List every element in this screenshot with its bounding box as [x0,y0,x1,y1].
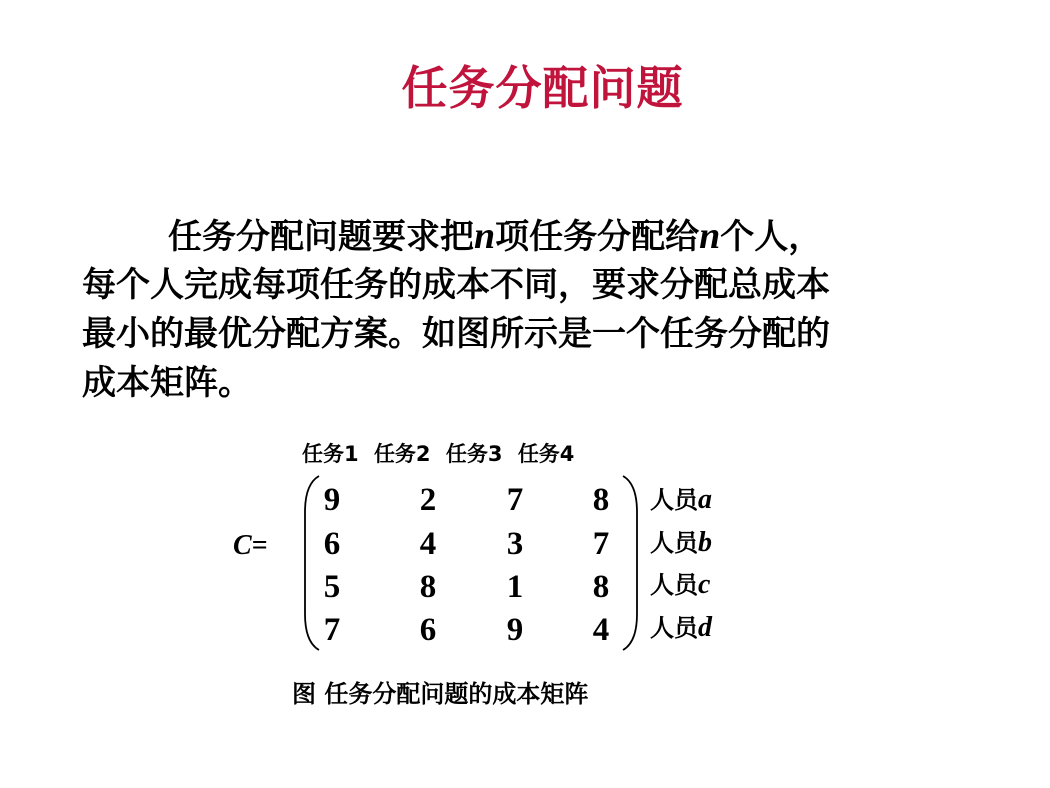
matrix-cell: 3 [506,526,524,562]
matrix-cell: 1 [506,569,524,605]
row-label-variable: d [698,612,712,643]
row-label-person [650,610,712,646]
variable-n: n [699,215,721,257]
matrix-cell: 9 [323,482,341,518]
row-label-variable: a [698,484,712,515]
paragraph-text: 任务分配问题要求把 [168,217,474,257]
matrix-cell: 2 [419,482,437,518]
matrix-symbol-label [233,528,268,564]
right-paren [623,476,637,650]
matrix-cell: 8 [419,569,437,605]
matrix-cell: 8 [592,482,610,518]
row-label-variable: c [698,569,711,600]
column-header-task-2: 任务2 [373,442,431,466]
matrix-cell: 4 [419,526,437,562]
paragraph-text: 个人， [720,217,823,257]
matrix-cell: 4 [592,612,610,648]
figure-caption: 图 任务分配问题的成本矩阵 [292,680,589,708]
paragraph-line-1 [82,212,992,261]
paragraph-line-3: 最小的最优分配方案。如图所示是一个任务分配的 [82,314,830,354]
row-label-prefix: 人员 [650,486,698,514]
matrix-symbol: C [233,530,252,561]
page-title: 任务分配问题 [401,61,684,115]
row-label-prefix: 人员 [650,571,698,599]
intro-paragraph [82,212,992,408]
matrix-cell: 7 [592,526,610,562]
matrix-column-headers [302,439,574,469]
row-label-person [650,525,712,561]
matrix-cell: 6 [323,526,341,562]
matrix-cell: 9 [506,612,524,648]
column-header-task-4: 任务4 [517,442,575,466]
row-label-prefix: 人员 [650,614,698,642]
matrix-cell: 5 [323,569,341,605]
column-header-task-1: 任务1 [302,442,359,466]
row-label-person [650,482,712,518]
row-label-person [650,567,710,603]
paragraph-text: 项任务分配给 [495,217,700,257]
matrix-cell: 7 [506,482,524,518]
variable-n: n [474,215,496,257]
matrix-cell: 6 [419,612,437,648]
matrix-cell: 7 [323,612,341,648]
column-header-task-3: 任务3 [445,442,503,466]
matrix-cell: 8 [592,569,610,605]
equals-sign: = [251,530,268,561]
paragraph-line-4: 成本矩阵。 [82,363,252,403]
row-label-prefix: 人员 [650,529,698,557]
row-label-variable: b [698,527,712,558]
paragraph-line-2: 每个人完成每项任务的成本不同，要求分配总成本 [82,265,830,305]
